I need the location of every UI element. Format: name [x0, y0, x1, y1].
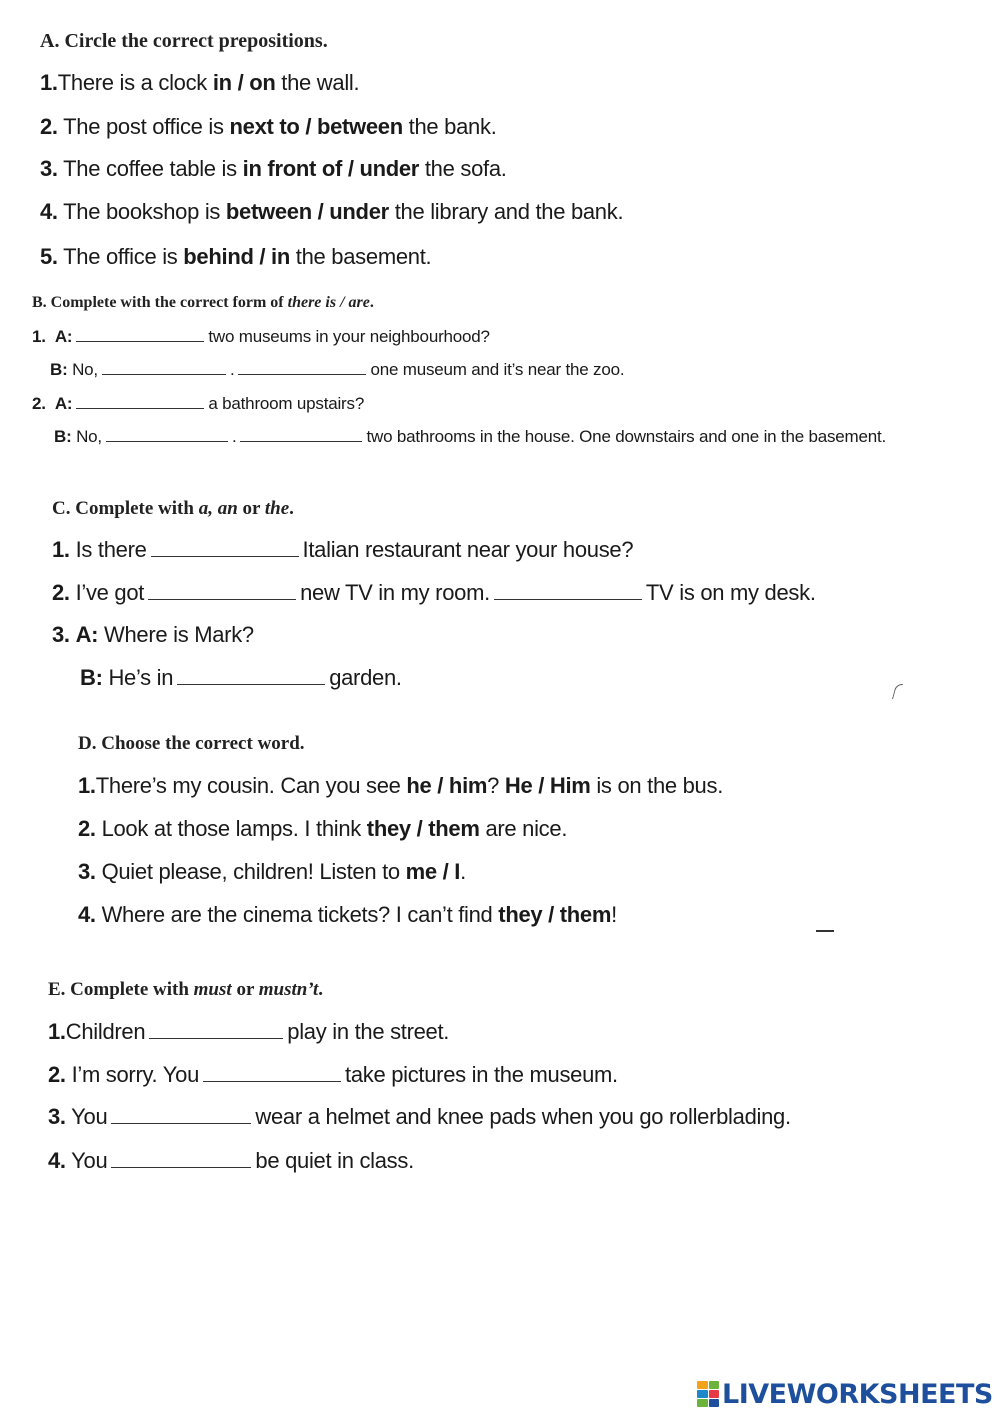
section-e-item-3: 3. You wear a helmet and knee pads when you go rollerblading. — [48, 1104, 791, 1129]
preposition-choice[interactable]: behind / in — [183, 244, 290, 269]
answer-blank[interactable] — [149, 1037, 283, 1039]
section-b-line-4: B: No, . two bathrooms in the house. One downstairs and one in the basement. — [54, 427, 887, 446]
section-a-item-1: 1.There is a clock in / on the wall. — [40, 70, 360, 95]
section-b-heading: B. Complete with the correct form of there is / are. — [32, 294, 374, 311]
section-e-item-4: 4. You be quiet in class. — [48, 1148, 414, 1173]
answer-blank[interactable] — [203, 1080, 341, 1082]
section-b-line-3: 2. A: a bathroom upstairs? — [32, 394, 365, 413]
logo-text: LIVEWORKSHEETS — [722, 1378, 993, 1410]
pronoun-choice[interactable]: He / Him — [504, 773, 591, 798]
section-b-line-1: 1. A: two museums in your neighbourhood? — [32, 327, 490, 346]
section-e-item-1: 1.Children play in the street. — [48, 1019, 450, 1044]
answer-blank[interactable] — [238, 373, 366, 375]
section-d-item-1: 1.There’s my cousin. Can you see he / him? He / Him is on the bus. — [78, 773, 724, 798]
section-b-line-2: B: No, . one museum and it’s near the zoo. — [50, 360, 625, 379]
preposition-choice[interactable]: in / on — [212, 70, 276, 95]
pronoun-choice[interactable]: me / I — [405, 859, 461, 884]
section-c-item-2: 2. I’ve got new TV in my room. TV is on my desk. — [52, 580, 816, 605]
answer-blank[interactable] — [111, 1122, 251, 1124]
stray-pen-mark — [816, 930, 834, 932]
preposition-choice[interactable]: next to / between — [229, 114, 403, 139]
preposition-choice[interactable]: between / under — [225, 199, 389, 224]
pronoun-choice[interactable]: they / them — [366, 816, 480, 841]
answer-blank[interactable] — [76, 340, 204, 342]
section-a-item-4: 4. The bookshop is between / under the library and the bank. — [40, 199, 624, 224]
answer-blank[interactable] — [102, 373, 226, 375]
section-c-heading: C. Complete with a, an or the. — [52, 498, 294, 519]
section-c-item-4: B: He’s in garden. — [80, 665, 402, 690]
answer-blank[interactable] — [177, 683, 325, 685]
stray-pen-mark — [892, 684, 903, 699]
section-e-heading: E. Complete with must or mustn’t. — [48, 979, 324, 1000]
section-a-item-2: 2. The post office is next to / between the bank. — [40, 114, 497, 139]
section-e-item-2: 2. I’m sorry. You take pictures in the museum. — [48, 1062, 618, 1087]
answer-blank[interactable] — [111, 1166, 251, 1168]
section-d-item-2: 2. Look at those lamps. I think they / them are nice. — [78, 816, 568, 841]
answer-blank[interactable] — [494, 598, 642, 600]
section-a-heading: A. Circle the correct prepositions. — [40, 30, 328, 52]
pronoun-choice[interactable]: they / them — [498, 902, 612, 927]
preposition-choice[interactable]: in front of / under — [242, 156, 420, 181]
section-a-item-5: 5. The office is behind / in the basement. — [40, 244, 432, 269]
liveworksheets-logo[interactable] — [697, 1375, 993, 1413]
liveworksheets-logo-icon — [697, 1381, 719, 1407]
answer-blank[interactable] — [76, 407, 204, 409]
answer-blank[interactable] — [148, 598, 296, 600]
answer-blank[interactable] — [151, 555, 299, 557]
section-c-item-3: 3. A: Where is Mark? — [52, 622, 254, 647]
answer-blank[interactable] — [106, 440, 228, 442]
section-d-item-3: 3. Quiet please, children! Listen to me / I. — [78, 859, 466, 884]
section-c-item-1: 1. Is there Italian restaurant near your house? — [52, 537, 634, 562]
section-d-item-4: 4. Where are the cinema tickets? I can’t find they / them! — [78, 902, 617, 927]
section-a-item-3: 3. The coffee table is in front of / under the sofa. — [40, 156, 507, 181]
pronoun-choice[interactable]: he / him — [406, 773, 488, 798]
answer-blank[interactable] — [240, 440, 362, 442]
section-d-heading: D. Choose the correct word. — [78, 733, 305, 754]
